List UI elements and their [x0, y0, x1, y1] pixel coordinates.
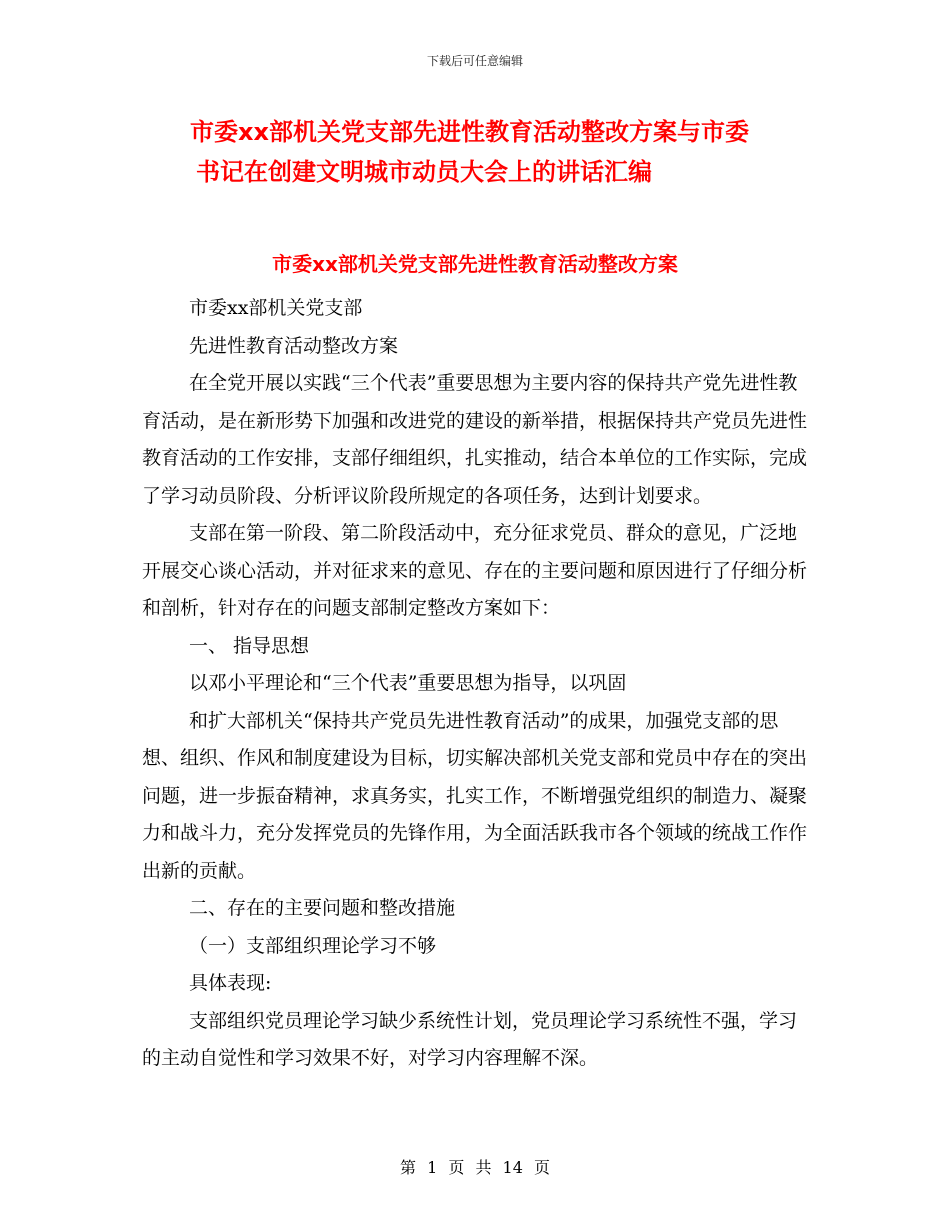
paragraph: 支部组织党员理论学习缺少系统性计划，党员理论学习系统性不强，学习的主动自觉性和学习效果不好，对学习内容理解不深。: [142, 1009, 798, 1069]
section-title: 市委xx部机关党支部先进性教育活动整改方案: [272, 252, 678, 276]
paragraph: 在全党开展以实践“三个代表”重要思想为主要内容的保持共产党先进性教育活动，是在新形势下加强和改进党的建设的新举措，根据保持共产党员先进性教育活动的工作安排，支部仔细组织，扎实推动，结合本单位的工作实际，完成了学习动员阶段、分析评议阶段所规定的各项任务，达到计划要求。: [142, 372, 808, 507]
document-title-line1: 市委xx部机关党支部先进性教育活动整改方案与市委: [190, 118, 749, 146]
document-body: [142, 290, 812, 1078]
heading-guiding-thought: 一、 指导思想: [189, 634, 310, 657]
paragraph: 先进性教育活动整改方案: [189, 334, 399, 357]
paragraph: 具体表现:: [189, 972, 272, 994]
document-title-line2: 书记在创建文明城市动员大会上的讲话汇编: [196, 158, 652, 186]
paragraph: 市委xx部机关党支部: [189, 297, 363, 319]
paragraph: 以邓小平理论和“三个代表”重要思想为指导，以巩固: [189, 672, 627, 694]
paragraph: 支部在第一阶段、第二阶段活动中，充分征求党员、群众的意见，广泛地开展交心谈心活动，并对征求来的意见、存在的主要问题和原因进行了仔细分析和剖析，针对存在的问题支部制定整改方案如下：: [142, 522, 808, 619]
page-footer-number: 第 1 页 共 14 页: [400, 1158, 550, 1177]
heading-problems-measures: 二、存在的主要问题和整改措施: [189, 897, 456, 919]
page-header-note: 下载后可任意编辑: [426, 54, 523, 68]
subheading-study: （一）支部组织理论学习不够: [189, 934, 437, 957]
paragraph: 和扩大部机关“保持共产党员先进性教育活动”的成果，加强党支部的思想、组织、作风和制度建设为目标，切实解决部机关党支部和党员中存在的突出问题，进一步振奋精神，求真务实，扎实工作，不断增强党组织的制造力、凝聚力和战斗力，充分发挥党员的先锋作用，为全面活跃我市各个领域的统战工作作出新的贡献。: [142, 709, 808, 882]
document-title: [190, 112, 830, 192]
